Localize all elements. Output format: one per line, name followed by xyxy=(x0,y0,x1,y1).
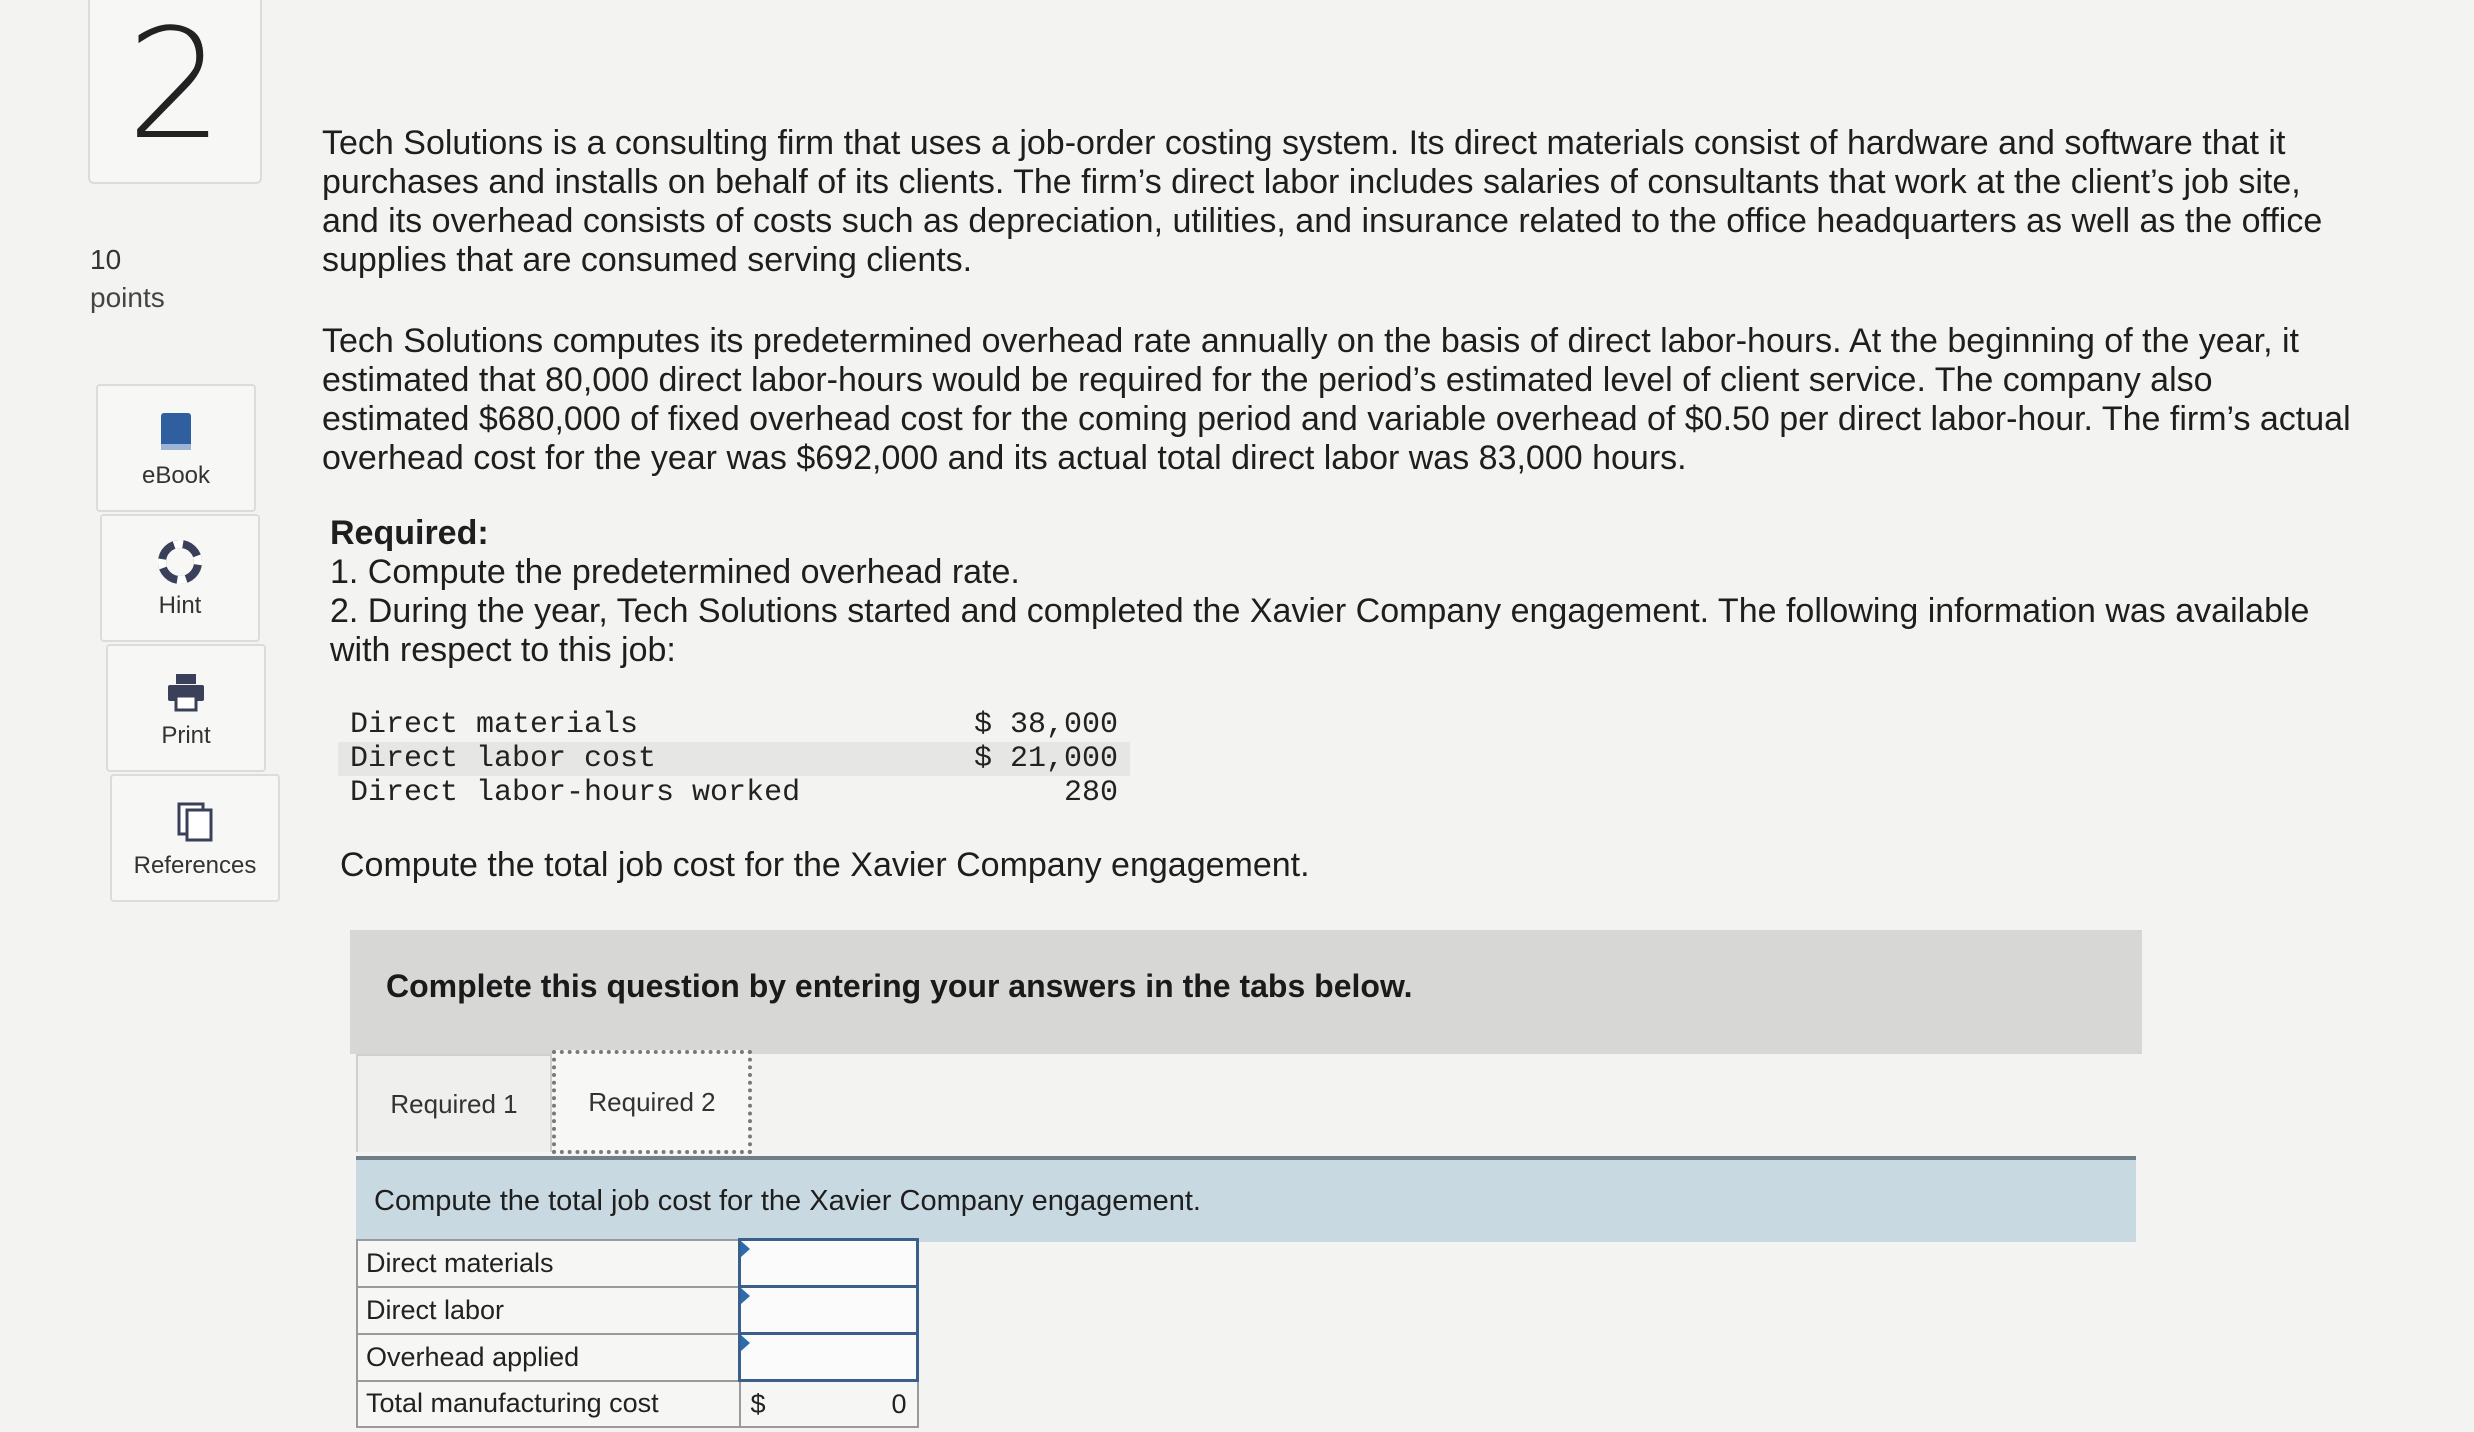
total-manufacturing-cost-label: Total manufacturing cost xyxy=(357,1381,740,1428)
direct-materials-label: Direct materials xyxy=(357,1240,740,1287)
job-info-label: Direct materials xyxy=(350,708,639,742)
references-button[interactable] xyxy=(110,774,280,902)
tab-required-1[interactable]: Required 1 xyxy=(356,1054,552,1152)
lifebuoy-icon xyxy=(158,540,202,584)
compute-instruction: Compute the total job cost for the Xavier Company engagement. xyxy=(340,846,1310,884)
problem-paragraph-1: Tech Solutions is a consulting firm that uses a job-order costing system. Its direct materials consist of hardware and software that it purchases and installs on behalf of its clients. The firm’s direct labor includes salaries of consultants that work at the client’s job site, and its overhead consists of costs such as depreciation, utilities, and insurance related to the office headquarters as well as the office supplies that are consumed serving clients. xyxy=(322,124,2323,279)
job-info-row xyxy=(338,742,1130,776)
required-1-text: 1. Compute the predetermined overhead rate. xyxy=(330,553,1020,591)
ebook-button[interactable] xyxy=(96,384,256,512)
hint-button[interactable] xyxy=(100,514,260,642)
overhead-applied-input[interactable] xyxy=(741,1335,916,1379)
printer-icon xyxy=(164,670,208,714)
problem-paragraph-2: Tech Solutions computes its predetermined overhead rate annually on the basis of direct labor-hours. At the beginning of the year, it estimated that 80,000 direct labor-hours would be required for the period’s estimated level of client service. The company also estimated $680,000 of fixed overhead cost for the coming period and variable overhead of $0.50 per direct labor-hour. The firm’s actual overhead cost for the year was $692,000 and its actual total direct labor was 83,000 hours. xyxy=(322,322,2351,477)
book-icon xyxy=(154,410,198,454)
instruction-banner-text: Complete this question by entering your answers in the tabs below. xyxy=(386,968,1413,1004)
direct-labor-label: Direct labor xyxy=(357,1287,740,1334)
job-info-value: $ 21,000 xyxy=(962,742,1130,776)
job-info-table xyxy=(338,708,1130,810)
tab-required-2[interactable]: Required 2 xyxy=(552,1050,752,1154)
overhead-applied-label: Overhead applied xyxy=(357,1334,740,1381)
job-info-value: $ 38,000 xyxy=(974,708,1119,742)
print-label: Print xyxy=(161,722,211,749)
direct-materials-cell[interactable] xyxy=(740,1240,918,1287)
references-label: References xyxy=(133,852,257,879)
points-value: 10 xyxy=(90,244,122,275)
table-row xyxy=(357,1240,918,1287)
task-instruction-bar xyxy=(356,1160,2136,1242)
overhead-applied-cell[interactable] xyxy=(740,1334,918,1381)
job-info-label: Direct labor-hours worked xyxy=(350,776,801,810)
points-label: points xyxy=(90,282,165,313)
job-info-row xyxy=(338,776,1130,810)
currency-symbol: $ xyxy=(750,1388,766,1419)
table-row xyxy=(357,1287,918,1334)
direct-materials-input[interactable] xyxy=(741,1241,916,1285)
table-row xyxy=(357,1334,918,1381)
direct-labor-input[interactable] xyxy=(741,1288,916,1332)
required-2-text: 2. During the year, Tech Solutions started and completed the Xavier Company engagement. The following information was available with respect to this job: xyxy=(330,592,2310,669)
answer-table xyxy=(356,1238,919,1428)
print-button[interactable] xyxy=(106,644,266,772)
job-info-row xyxy=(338,708,1130,742)
total-manufacturing-cost-cell xyxy=(740,1381,918,1428)
total-manufacturing-cost-value: 0 xyxy=(891,1388,907,1419)
hint-label: Hint xyxy=(158,592,202,619)
job-info-label: Direct labor cost xyxy=(338,742,962,776)
direct-labor-cell[interactable] xyxy=(740,1287,918,1334)
job-info-value: 280 xyxy=(1064,776,1119,810)
required-section xyxy=(330,514,2360,670)
task-instruction-text: Compute the total job cost for the Xavier Company engagement. xyxy=(374,1184,1201,1217)
ebook-label: eBook xyxy=(141,462,211,489)
required-title: Required: xyxy=(330,514,489,552)
table-row xyxy=(357,1381,918,1428)
instruction-banner xyxy=(350,930,2142,1054)
documents-icon xyxy=(173,800,217,844)
question-number: 2 xyxy=(88,0,262,184)
